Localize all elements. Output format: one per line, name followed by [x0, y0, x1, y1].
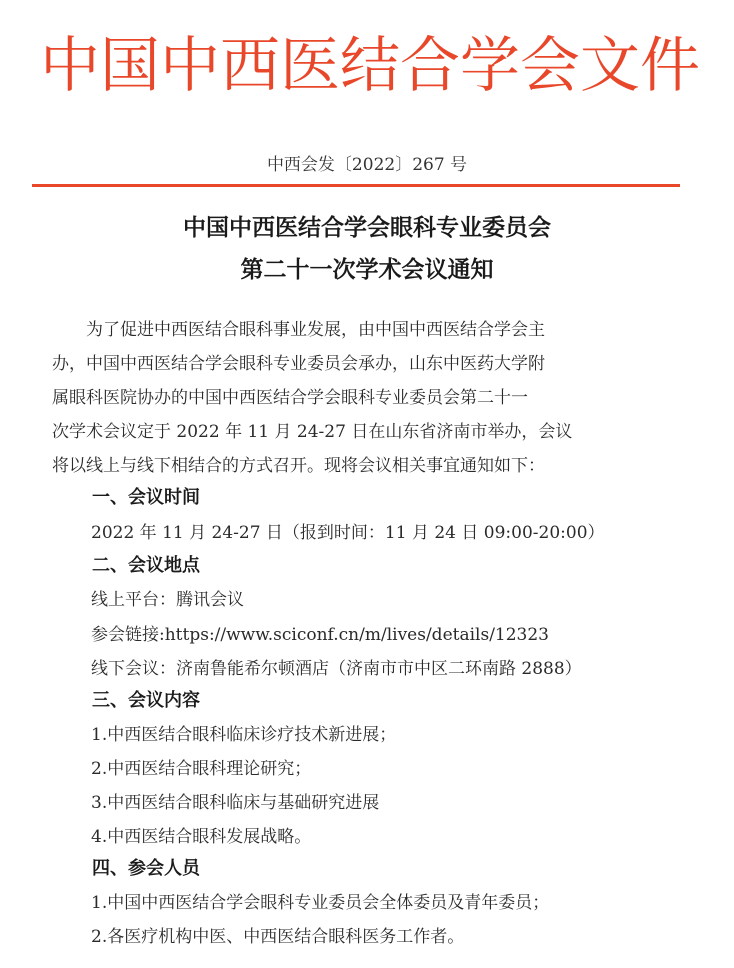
section-heading-venue: 二、会议地点 — [92, 555, 200, 576]
venue-meeting-link: 参会链接:https://www.sciconf.cn/m/lives/details/12323 — [91, 625, 549, 645]
meeting-time-text: 2022 年 11 月 24-27 日（报到时间：11 月 24 日 09:00-20:00） — [91, 523, 605, 543]
section-heading-time: 一、会议时间 — [92, 487, 200, 508]
section-heading-content: 三、会议内容 — [92, 690, 200, 711]
venue-online-platform: 线上平台：腾讯会议 — [91, 590, 244, 610]
attendee-list-item: 1.中国中西医结合学会眼科专业委员会全体委员及青年委员； — [91, 893, 550, 913]
content-list-item: 1.中西医结合眼科临床诊疗技术新进展； — [91, 725, 397, 745]
document-number: 中西会发〔2022〕267 号 — [266, 155, 468, 175]
notice-title-line-1: 中国中西医结合学会眼科专业委员会 — [183, 215, 551, 241]
intro-paragraph-line: 次学术会议定于 2022 年 11 月 24-27 日在山东省济南市举办，会议 — [52, 422, 573, 442]
attendee-list-item: 2.各医疗机构中医、中西医结合眼科医务工作者。 — [91, 927, 465, 947]
content-list-item: 2.中西医结合眼科理论研究； — [91, 759, 312, 779]
content-list-item: 3.中西医结合眼科临床与基础研究进展 — [91, 793, 380, 813]
section-heading-attendees: 四、参会人员 — [92, 858, 200, 879]
intro-paragraph-line: 属眼科医院协办的中国中西医结合学会眼科专业委员会第二十一 — [52, 388, 528, 408]
intro-paragraph-line: 办，中国中西医结合学会眼科专业委员会承办，山东中医药大学附 — [52, 354, 545, 374]
content-list-item: 4.中西医结合眼科发展战略。 — [91, 827, 312, 847]
intro-paragraph-line: 将以线上与线下相结合的方式召开。现将会议相关事宜通知如下： — [52, 456, 545, 476]
masthead-title: 中国中西医结合学会文件 — [40, 31, 700, 101]
intro-paragraph-line: 为了促进中西医结合眼科事业发展，由中国中西医结合学会主 — [52, 320, 545, 340]
notice-title-line-2: 第二十一次学术会议通知 — [240, 257, 494, 283]
venue-offline-location: 线下会议：济南鲁能希尔顿酒店（济南市市中区二环南路 2888） — [91, 659, 582, 679]
red-divider-rule — [32, 184, 680, 187]
